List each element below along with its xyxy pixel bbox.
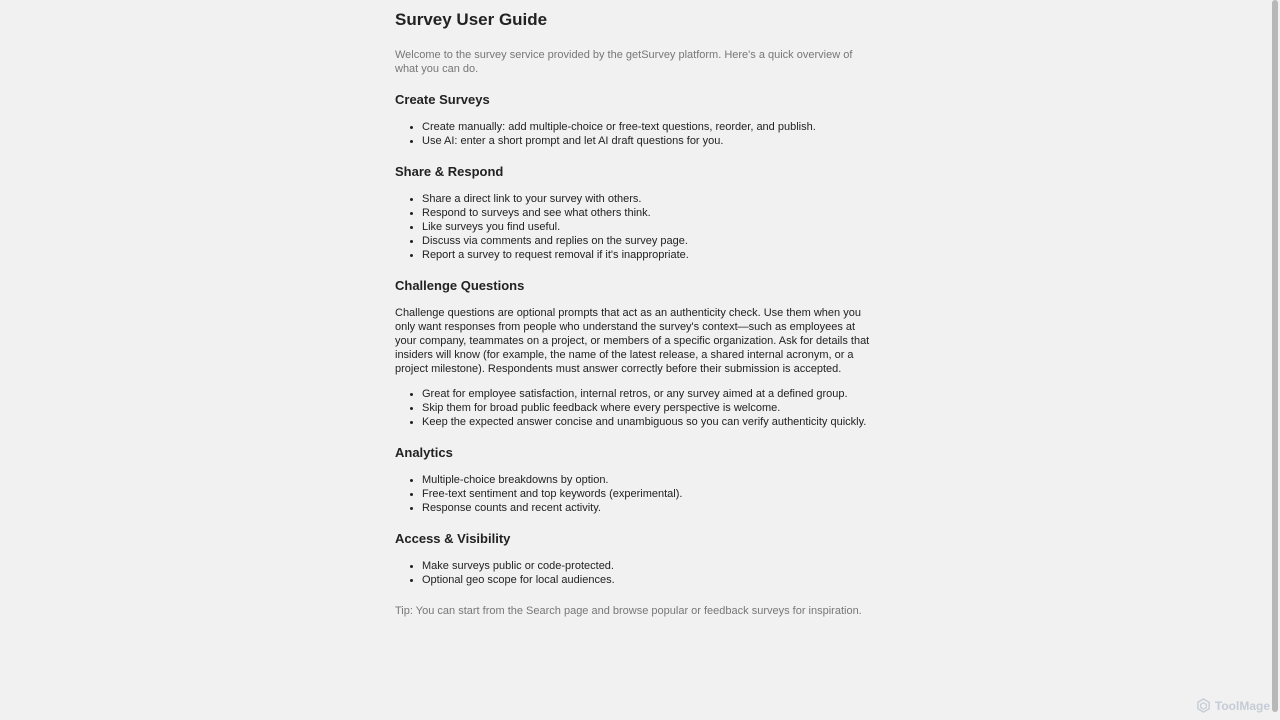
section-heading: Create Surveys <box>395 92 490 107</box>
list-item: • Use AI: enter a short prompt and let AI draft questions for you. <box>422 134 875 148</box>
toolmage-logo-icon <box>1196 698 1211 713</box>
list-item: • Make surveys public or code-protected. <box>422 559 875 573</box>
bullet-list <box>395 559 875 587</box>
watermark <box>1196 698 1270 713</box>
list-item: • Optional geo scope for local audiences. <box>422 573 875 587</box>
page-title: Survey User Guide <box>395 10 548 29</box>
section-paragraph: Challenge questions are optional prompts that act as an authenticity check. Use them when you only want responses from people who understand the survey's context—such as employees at your company, teammates on a project, or members of a specific organization. Ask for details that insiders will know (for example, the name of the latest release, a shared internal acronym, or a project milestone). Respondents must answer correctly before their submission is accepted. <box>395 307 870 375</box>
watermark-text: ToolMage <box>1214 698 1270 713</box>
vertical-scrollbar[interactable] <box>1270 0 1280 720</box>
section-heading: Challenge Questions <box>395 278 525 293</box>
section-share-respond <box>395 163 875 262</box>
list-item: • Keep the expected answer concise and unambiguous so you can verify authenticity quickly. <box>422 415 875 429</box>
bullet-list <box>395 473 875 515</box>
section-create-surveys <box>395 91 875 148</box>
bullet-list <box>395 387 875 429</box>
bullet-list <box>395 192 875 262</box>
tip-text: Tip: You can start from the Search page and browse popular or feedback surveys for inspiration. <box>395 605 862 617</box>
list-item: • Free-text sentiment and top keywords (experimental). <box>422 487 875 501</box>
section-access-visibility <box>395 530 875 587</box>
list-item: • Multiple-choice breakdowns by option. <box>422 473 875 487</box>
list-item: • Discuss via comments and replies on the survey page. <box>422 234 875 248</box>
list-item: • Like surveys you find useful. <box>422 220 875 234</box>
list-item: • Share a direct link to your survey with others. <box>422 192 875 206</box>
section-challenge-questions <box>395 277 875 429</box>
list-item: • Respond to surveys and see what others think. <box>422 206 875 220</box>
guide-page <box>395 8 875 618</box>
section-heading: Analytics <box>395 445 453 460</box>
list-item: • Create manually: add multiple-choice or free-text questions, reorder, and publish. <box>422 120 875 134</box>
section-heading: Share & Respond <box>395 164 504 179</box>
list-item: • Response counts and recent activity. <box>422 501 875 515</box>
scrollbar-thumb[interactable] <box>1272 0 1278 712</box>
intro-text: Welcome to the survey service provided by the getSurvey platform. Here's a quick overview of what you can do. <box>395 49 853 75</box>
section-analytics <box>395 444 875 515</box>
list-item: • Skip them for broad public feedback where every perspective is welcome. <box>422 401 875 415</box>
list-item: • Great for employee satisfaction, internal retros, or any survey aimed at a defined group. <box>422 387 875 401</box>
section-heading: Access & Visibility <box>395 531 511 546</box>
list-item: • Report a survey to request removal if it's inappropriate. <box>422 248 875 262</box>
bullet-list <box>395 120 875 148</box>
